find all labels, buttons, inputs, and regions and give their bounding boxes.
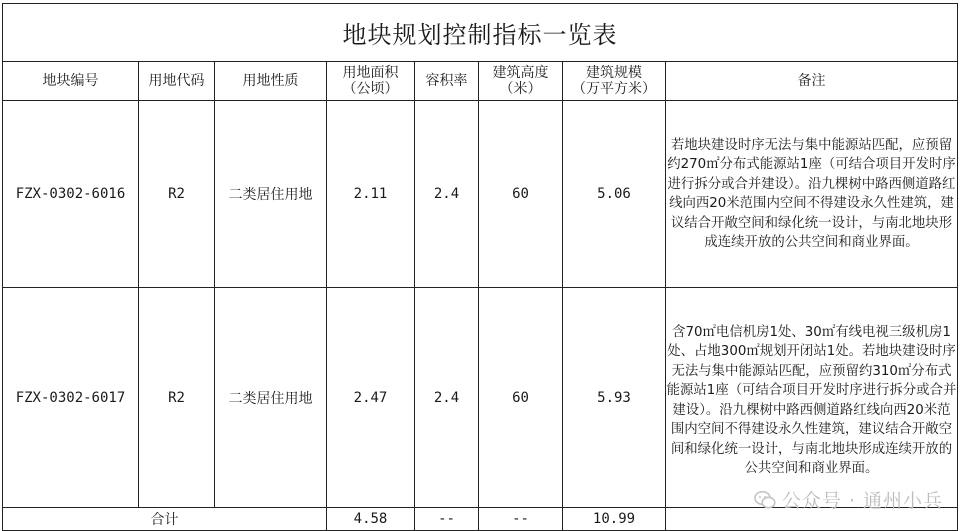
cell-scale: 5.06 [563,101,666,288]
wechat-icon [754,490,776,510]
cell-land-code: R2 [139,288,215,508]
header-height: 建筑高度 （米） [479,62,563,101]
watermark [754,486,943,513]
cell-land-area: 2.11 [327,101,415,288]
watermark-text: 公众号 · 通州小兵 [781,490,943,512]
header-row [3,62,958,101]
cell-far: 2.4 [415,101,479,288]
table-title: 地块规划控制指标一览表 [3,4,958,62]
cell-land-nature: 二类居住用地 [215,101,327,288]
header-land-area: 用地面积 （公顷） [327,62,415,101]
header-land-nature: 用地性质 [215,62,327,101]
cell-scale: 5.93 [563,288,666,508]
cell-height: 60 [479,288,563,508]
cell-plot-id: FZX-0302-6016 [3,101,139,288]
cell-land-code: R2 [139,101,215,288]
cell-far: 2.4 [415,288,479,508]
header-note: 备注 [666,62,958,101]
cell-plot-id: FZX-0302-6017 [3,288,139,508]
total-scale: 10.99 [563,508,666,531]
total-far: -- [415,508,479,531]
table-sheet [2,3,957,528]
cell-note: 若地块建设时序无法与集中能源站匹配，应预留约270㎡分布式能源站1座（可结合项目开发时序进行拆分或合并建设）。沿九棵树中路西侧道路红线向西20米范围内空间不得建设永久性建筑，建议结合开敞空间和绿化统一设计，与南北地块形成连续开放的公共空间和商业界面。 [666,101,958,288]
total-label: 合计 [3,508,327,531]
total-area: 4.58 [327,508,415,531]
cell-note: 含70㎡电信机房1处、30㎡有线电视三级机房1处、占地300㎡规划开闭站1处。若地块建设时序无法与集中能源站匹配，应预留约310㎡分布式能源站1座（可结合项目开发时序进行拆分或合并建设）。沿九棵树中路西侧道路红线向西20米范围内空间不得建设永久性建筑，建议结合开敞空间和绿化统一设计，与南北地块形成连续开放的公共空间和商业界面。 [666,288,958,508]
header-plot-id: 地块编号 [3,62,139,101]
header-far: 容积率 [415,62,479,101]
header-scale: 建筑规模 （万平方米） [563,62,666,101]
table-row [3,101,958,288]
planning-index-table [2,3,958,531]
cell-height: 60 [479,101,563,288]
table-row [3,288,958,508]
header-land-code: 用地代码 [139,62,215,101]
total-height: -- [479,508,563,531]
cell-land-nature: 二类居住用地 [215,288,327,508]
cell-land-area: 2.47 [327,288,415,508]
